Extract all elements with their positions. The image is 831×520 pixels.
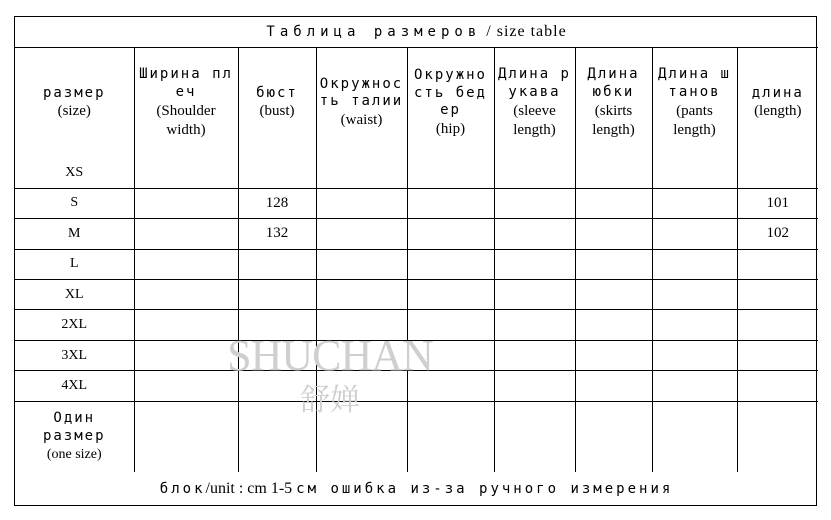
table-cell [316,371,407,401]
table-cell [407,158,494,188]
table-cell [737,371,818,401]
size-cell [15,188,134,218]
size-label: 3XL [61,347,88,363]
table-cell [316,219,407,249]
column-header-en: (length) [754,103,802,120]
table-cell: 102 [737,219,818,249]
table-cell [238,340,316,370]
table-row [15,219,818,249]
table-row [15,401,818,472]
table-row [15,340,818,370]
column-header-ru: Длина рукава [497,65,571,100]
table-cell [575,188,652,218]
table-cell [652,219,737,249]
table-cell [652,340,737,370]
table-cell [494,401,575,472]
table-cell [652,158,737,188]
table-cell [737,158,818,188]
table-cell [238,279,316,309]
table-cell [652,249,737,279]
column-header-ru: Окружность бедер [413,66,487,119]
table-cell [652,371,737,401]
table-cell [494,310,575,340]
column-header-ru: Длина юбки [587,65,640,100]
table-cell [316,158,407,188]
table-cell [737,249,818,279]
table-title-separator: / [481,23,497,40]
table-title [15,17,818,48]
size-table [15,17,818,505]
table-cell [575,279,652,309]
table-cell [494,340,575,370]
table-cell [575,371,652,401]
table-title-en: size table [496,23,567,40]
table-cell [238,158,316,188]
table-cell [575,401,652,472]
table-cell [316,401,407,472]
table-cell [238,310,316,340]
table-footer [15,472,818,505]
column-header-en: (pants length) [673,102,716,138]
size-cell [15,158,134,188]
column-header [575,48,652,158]
table-row [15,279,818,309]
size-cell [15,340,134,370]
column-header-en: (sleeve length) [513,102,556,138]
table-cell [652,310,737,340]
table-cell [737,340,818,370]
table-cell [238,401,316,472]
size-label: 2XL [61,317,88,333]
table-cell [134,279,238,309]
size-label: (one size) [46,447,102,463]
table-cell: 101 [737,188,818,218]
table-cell [652,188,737,218]
size-cell [15,371,134,401]
table-row [15,158,818,188]
size-cell [15,279,134,309]
size-label: XL [64,286,84,302]
table-cell [737,401,818,472]
column-header-en: (waist) [340,112,383,129]
table-cell [407,279,494,309]
column-header-ru: размер [42,84,106,101]
column-header [407,48,494,158]
table-cell [494,371,575,401]
watermark-en: SHUCHAN [227,331,433,380]
table-cell [316,188,407,218]
table-cell [407,249,494,279]
table-cell [238,371,316,401]
size-label: S [70,195,79,211]
column-header-en: (bust) [259,103,295,120]
table-cell [575,219,652,249]
table-cell [134,188,238,218]
size-cell [15,310,134,340]
column-header [737,48,818,158]
column-header-ru: длина [751,84,804,101]
column-header [652,48,737,158]
table-cell [316,340,407,370]
table-cell [407,401,494,472]
table-row [15,371,818,401]
table-cell [407,219,494,249]
header-row [15,48,818,158]
table-cell [575,310,652,340]
size-label: M [68,225,81,241]
table-cell [494,219,575,249]
size-label: XS [65,164,84,180]
size-cell [15,401,134,472]
footer-ru-unit: блок [159,480,206,497]
column-header-ru: Окружность талии [319,75,404,110]
table-cell [134,371,238,401]
column-header-en: (size) [57,103,91,120]
table-cell [494,158,575,188]
column-header-ru: бюст [256,84,298,101]
column-header [15,48,134,158]
table-cell [134,310,238,340]
table-cell [652,279,737,309]
column-header-en: (hip) [435,121,466,138]
column-header [238,48,316,158]
table-cell [494,279,575,309]
column-header-en: (skirts length) [592,102,635,138]
column-header-en: (Shoulder width) [156,102,216,138]
table-row [15,310,818,340]
table-cell [737,279,818,309]
table-cell [316,310,407,340]
table-cell: 132 [238,219,316,249]
table-cell [134,401,238,472]
table-cell [316,249,407,279]
table-cell [407,371,494,401]
size-cell [15,249,134,279]
table-cell: 128 [238,188,316,218]
column-header [316,48,407,158]
table-cell [134,219,238,249]
size-cell [15,219,134,249]
footer-en-unit: /unit : cm 1-5 [205,479,297,497]
table-cell [575,158,652,188]
table-cell [737,310,818,340]
size-label: 4XL [61,378,88,394]
table-cell [652,401,737,472]
table-cell [407,188,494,218]
table-cell [494,249,575,279]
table-row [15,249,818,279]
table-title-ru: Таблица размеров [266,24,482,40]
table-cell [316,279,407,309]
column-header-ru: Длина штанов [657,65,731,100]
size-label-ru: Один размер [42,410,106,445]
table-cell [134,249,238,279]
table-row [15,188,818,218]
column-header-ru: Ширина плеч [139,65,233,100]
table-cell [575,340,652,370]
column-header [134,48,238,158]
table-cell [134,340,238,370]
size-table-frame [14,16,817,506]
table-cell [134,158,238,188]
size-label: L [69,256,79,272]
table-cell [407,340,494,370]
footer-ru-note: см ошибка из-за ручного измерения [296,480,674,497]
table-cell [238,249,316,279]
watermark-zh: 舒婵 [300,383,360,418]
column-header [494,48,575,158]
table-cell [407,310,494,340]
table-cell [494,188,575,218]
table-cell [575,249,652,279]
